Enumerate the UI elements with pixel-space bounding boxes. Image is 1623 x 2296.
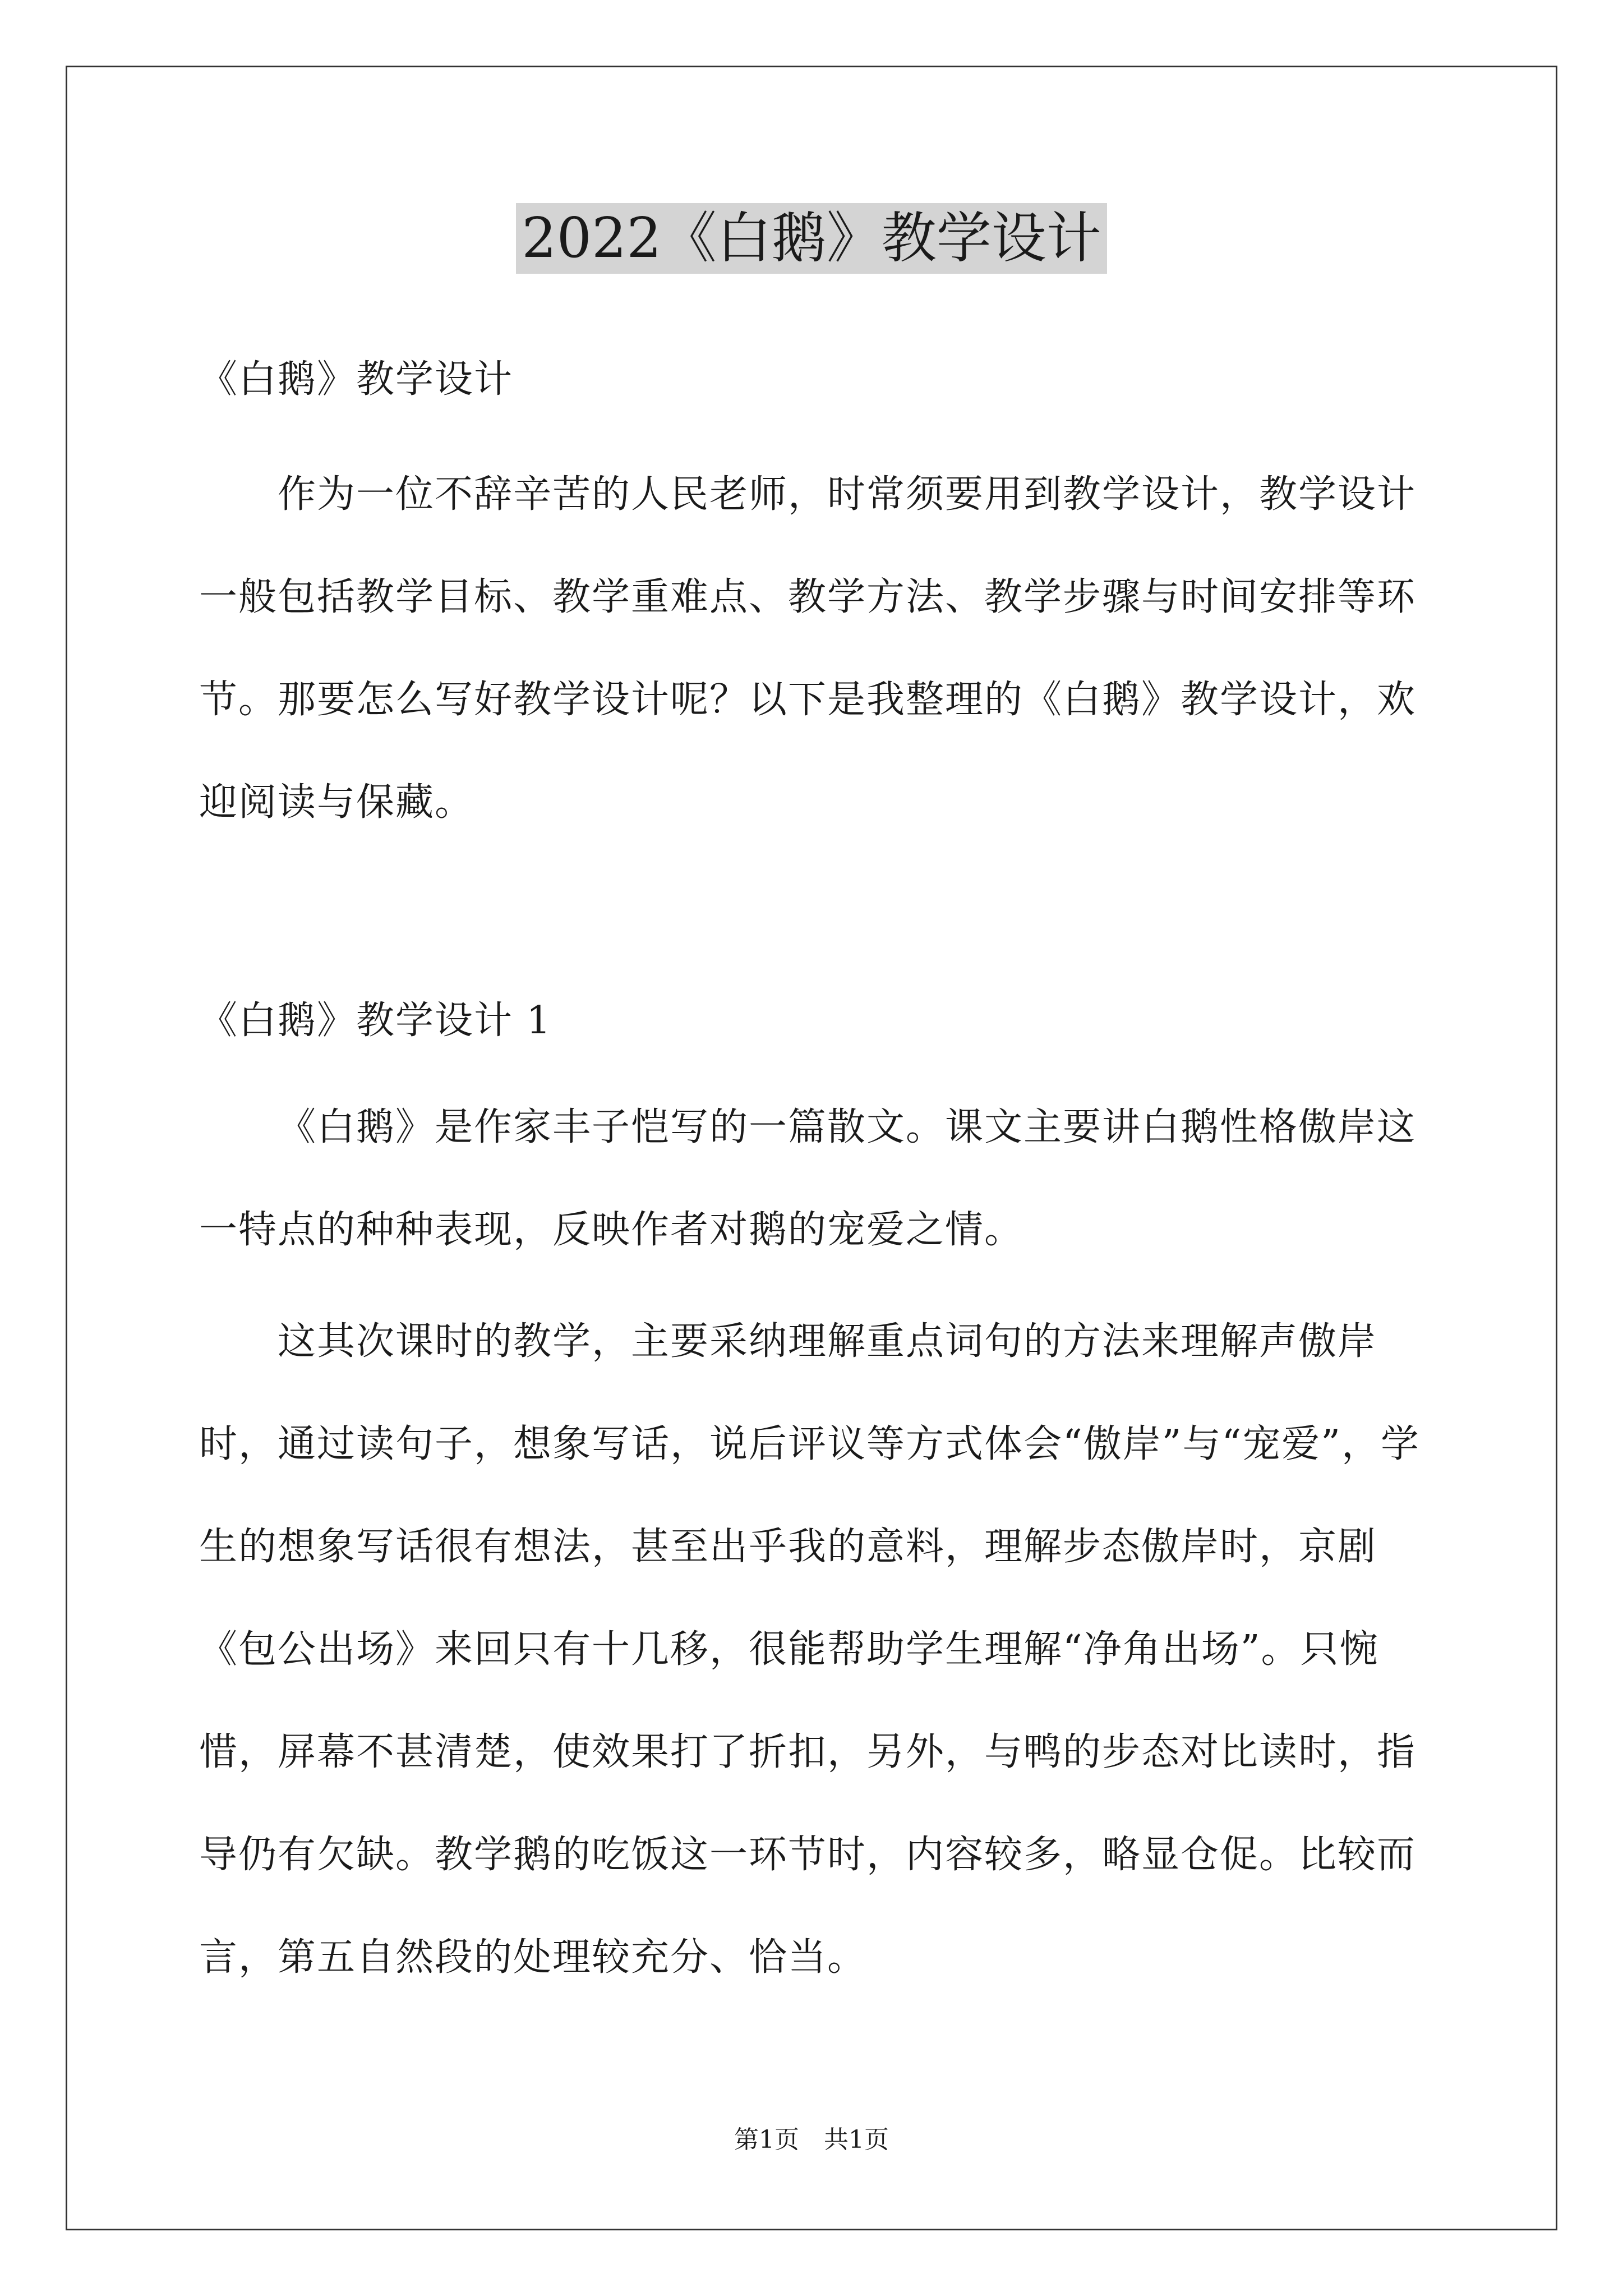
document-title-text: 2022《白鹅》教学设计 <box>516 203 1106 274</box>
document-title <box>0 199 1623 278</box>
section1-paragraph-1: 《白鹅》是作家丰子恺写的一篇散文。课文主要讲白鹅性格傲岸这一特点的种种表现，反映作者对鹅的宠爱之情。 <box>199 1105 1417 1252</box>
intro-paragraph: 作为一位不辞辛苦的人民老师，时常须要用到教学设计，教学设计一般包括教学目标、教学重难点、教学方法、教学步骤与时间安排等环节。那要怎么写好教学设计呢？以下是我整理的《白鹅》教学设计，欢迎阅读与保藏。 <box>199 472 1417 825</box>
intro-heading: 《白鹅》教学设计 <box>199 357 514 402</box>
section1-heading: 《白鹅》教学设计 1 <box>199 999 552 1043</box>
section1-paragraph-2: 这其次课时的教学，主要采纳理解重点词句的方法来理解声傲岸时，通过读句子，想象写话，说后评议等方式体会“傲岸”与“宠爱”，学生的想象写话很有想法，甚至出乎我的意料，理解步态傲岸时，京剧《包公出场》来回只有十几移，很能帮助学生理解“净角出场”。只惋惜，屏幕不甚清楚，使效果打了折扣，另外，与鸭的步态对比读时，指导仍有欠缺。教学鹅的吃饭这一环节时，内容较多，略显仓促。比较而言，第五自然段的处理较充分、恰当。 <box>199 1319 1421 1980</box>
page-number: 第1页 共1页 <box>734 2125 889 2154</box>
